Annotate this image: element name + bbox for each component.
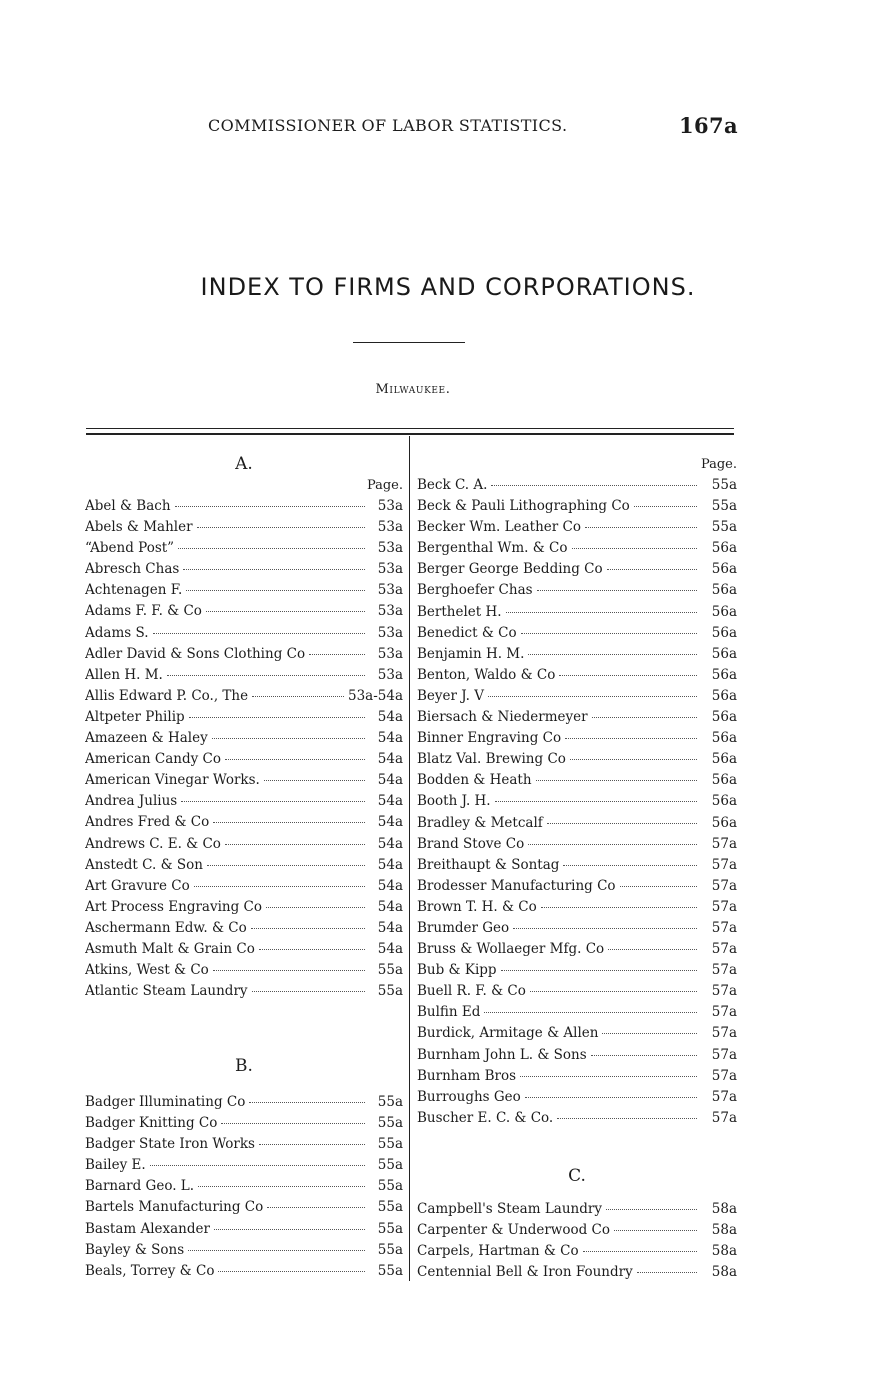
entry-page: 54a: [377, 793, 403, 810]
dot-leader: [506, 611, 697, 613]
entry-name: American Candy Co: [85, 751, 221, 768]
index-entry: [85, 1240, 403, 1261]
index-entry: [85, 939, 403, 960]
index-entry: [417, 897, 737, 918]
entry-name: Aschermann Edw. & Co: [85, 919, 247, 936]
dot-leader: [266, 906, 365, 908]
entry-name: Bayley & Sons: [85, 1241, 185, 1258]
dot-leader: [536, 779, 697, 781]
index-entry: [417, 770, 737, 791]
dot-leader: [557, 1117, 697, 1119]
entry-name: Abresch Chas: [85, 561, 180, 578]
entry-page: 54a: [377, 919, 403, 936]
entry-name: Binner Engraving Co: [417, 730, 562, 747]
entry-page: 57a: [711, 1088, 737, 1105]
entry-page: 54a: [377, 940, 403, 957]
dot-leader: [583, 1250, 697, 1252]
entry-name: Brown T. H. & Co: [417, 898, 537, 915]
entry-page: 56a: [711, 814, 737, 831]
dot-leader: [570, 758, 697, 760]
entry-name: Badger Illuminating Co: [85, 1094, 246, 1110]
index-entry: [85, 707, 403, 728]
entry-page: 54a: [377, 772, 403, 789]
entry-page: 53a-54a: [347, 687, 403, 704]
dot-leader: [194, 885, 365, 887]
entry-name: Berger George Bedding Co: [417, 561, 603, 578]
index-entry: [417, 1066, 737, 1087]
index-entry: [417, 1108, 737, 1129]
index-entry: [417, 1045, 737, 1066]
index-entry: [85, 728, 403, 749]
entry-name: Barnard Geo. L.: [85, 1178, 195, 1195]
dot-leader: [207, 864, 365, 866]
entry-name: Burroughs Geo: [417, 1088, 521, 1105]
entry-name: Allis Edward P. Co., The: [85, 687, 249, 704]
entry-name: Bodden & Heath: [417, 772, 532, 789]
dot-leader: [606, 1208, 697, 1210]
index-entry: [85, 1113, 403, 1134]
left-column-section-a: [85, 453, 403, 1002]
index-entry: [417, 686, 737, 707]
entry-name: Becker Wm. Leather Co: [417, 519, 581, 536]
index-entry: [417, 749, 737, 770]
entry-page: 58a: [711, 1201, 737, 1217]
entry-name: Campbell's Steam Laundry: [417, 1201, 602, 1217]
dot-leader: [521, 632, 697, 634]
index-entry: [417, 475, 737, 496]
entry-page: 53a: [377, 624, 403, 641]
dot-leader: [153, 632, 365, 634]
dot-leader: [608, 948, 697, 950]
entry-name: Brumder Geo: [417, 919, 510, 936]
right-column-section-b: [417, 455, 737, 1129]
entry-name: Andres Fred & Co: [85, 814, 210, 831]
index-entry: [85, 855, 403, 876]
index-entry: [417, 960, 737, 981]
dot-leader: [592, 716, 697, 718]
entry-name: Adler David & Sons Clothing Co: [85, 645, 306, 662]
left-column-section-b: [85, 1055, 403, 1282]
section-letter-b: B.: [235, 1056, 253, 1076]
entry-page: 56a: [711, 603, 737, 620]
dot-leader: [484, 1011, 697, 1013]
entry-name: Bartels Manufacturing Co: [85, 1199, 264, 1216]
entry-list-b: [85, 1092, 403, 1282]
index-entry: [417, 1262, 737, 1283]
dot-leader: [541, 906, 697, 908]
entry-list-a: [85, 496, 403, 1002]
entry-page: 54a: [377, 730, 403, 747]
dot-leader: [528, 653, 697, 655]
entry-name: Bastam Alexander: [85, 1220, 210, 1237]
dot-leader: [213, 969, 365, 971]
dot-leader: [225, 843, 365, 845]
entry-name: Burdick, Armitage & Allen: [417, 1025, 599, 1042]
entry-page: 55a: [377, 1115, 403, 1132]
page-number: 167a: [678, 113, 738, 138]
entry-name: Beck & Pauli Lithographing Co: [417, 498, 630, 515]
index-entry: [85, 644, 403, 665]
entry-name: Benjamin H. M.: [417, 645, 525, 662]
entry-page: 56a: [711, 772, 737, 789]
running-title: COMMISSIONER OF LABOR STATISTICS.: [208, 116, 568, 135]
index-entry: [85, 559, 403, 580]
dot-leader: [495, 800, 697, 802]
entry-name: Buell R. F. & Co: [417, 983, 526, 1000]
entry-page: 56a: [711, 540, 737, 557]
dot-leader: [537, 589, 697, 591]
index-entry: [85, 812, 403, 833]
index-entry: [417, 834, 737, 855]
dot-leader: [252, 990, 365, 992]
index-entry: [85, 496, 403, 517]
dot-leader: [488, 695, 697, 697]
dot-leader: [620, 885, 697, 887]
dot-leader: [267, 1206, 365, 1208]
index-entry: [417, 496, 737, 517]
entry-page: 57a: [711, 919, 737, 936]
entry-name: Carpels, Hartman & Co: [417, 1243, 579, 1260]
dot-leader: [528, 843, 697, 845]
entry-name: Allen H. M.: [85, 666, 163, 683]
entry-page: 56a: [711, 709, 737, 726]
index-entry: [417, 981, 737, 1002]
index-entry: [85, 1176, 403, 1197]
index-entry: [417, 644, 737, 665]
entry-page: 56a: [711, 582, 737, 599]
double-rule-top: [86, 428, 734, 429]
dot-leader: [150, 1164, 365, 1166]
dot-leader: [547, 822, 697, 824]
entry-name: Adams F. F. & Co: [85, 603, 202, 620]
entry-name: Andrea Julius: [85, 793, 178, 810]
entry-name: Brand Stove Co: [417, 835, 525, 852]
index-entry: [85, 770, 403, 791]
index-entry: [417, 1002, 737, 1023]
entry-page: 58a: [711, 1222, 737, 1239]
entry-page: 57a: [711, 835, 737, 852]
entry-page: 55a: [711, 519, 737, 536]
entry-name: Adams S.: [85, 624, 149, 641]
entry-name: Bergenthal Wm. & Co: [417, 540, 568, 557]
index-entry: [417, 813, 737, 834]
entry-name: Blatz Val. Brewing Co: [417, 751, 566, 768]
entry-page: 55a: [377, 1241, 403, 1258]
index-entry: [417, 791, 737, 812]
entry-page: 53a: [377, 582, 403, 599]
entry-page: 53a: [377, 519, 403, 536]
page-column-label-right: Page.: [700, 457, 737, 472]
dot-leader: [183, 568, 365, 570]
entry-page: 57a: [711, 983, 737, 1000]
entry-name: Beck C. A.: [417, 477, 488, 493]
index-entry: [85, 1155, 403, 1176]
index-entry: [85, 749, 403, 770]
dot-leader: [167, 674, 365, 676]
entry-name: Booth J. H.: [417, 793, 491, 810]
entry-page: 57a: [711, 1025, 737, 1042]
entry-page: 56a: [711, 730, 737, 747]
entry-name: Andrews C. E. & Co: [85, 835, 221, 852]
index-entry: [85, 1134, 403, 1155]
index-entry: [417, 1241, 737, 1262]
entry-name: Burnham Bros: [417, 1067, 517, 1084]
dot-leader: [607, 568, 697, 570]
index-entry: [417, 1199, 737, 1220]
entry-page: 53a: [377, 540, 403, 557]
index-entry: [417, 602, 737, 623]
entry-page: 56a: [711, 751, 737, 768]
dot-leader: [214, 1228, 365, 1230]
dot-leader: [259, 1143, 365, 1145]
entry-page: 57a: [711, 1046, 737, 1063]
dot-leader: [264, 779, 365, 781]
entry-name: Amazeen & Haley: [85, 730, 208, 747]
entry-page: 55a: [377, 1220, 403, 1237]
entry-name: Beals, Torrey & Co: [85, 1262, 215, 1279]
index-entry: [417, 855, 737, 876]
entry-page: 55a: [377, 962, 403, 979]
dot-leader: [525, 1096, 697, 1098]
entry-name: Altpeter Philip: [85, 708, 185, 725]
entry-page: 54a: [377, 751, 403, 768]
entry-name: Atkins, West & Co: [85, 962, 209, 979]
entry-name: Abels & Mahler: [85, 519, 193, 536]
entry-name: Bailey E.: [85, 1157, 146, 1174]
dot-leader: [563, 864, 697, 866]
index-entry: [85, 1092, 403, 1113]
index-entry: [417, 876, 737, 897]
dot-leader: [585, 526, 697, 528]
entry-page: 56a: [711, 793, 737, 810]
dot-leader: [513, 927, 697, 929]
index-entry: [85, 623, 403, 644]
city-heading: [0, 382, 826, 397]
dot-leader: [559, 674, 697, 676]
entry-page: 57a: [711, 898, 737, 915]
entry-page: 56a: [711, 624, 737, 641]
entry-name: Biersach & Niedermeyer: [417, 709, 588, 726]
entry-page: 57a: [711, 877, 737, 894]
entry-page: 55a: [377, 1262, 403, 1279]
dot-leader: [198, 1185, 365, 1187]
dot-leader: [225, 758, 365, 760]
index-entry: [85, 981, 403, 1002]
index-entry: [85, 1219, 403, 1240]
entry-name: Berthelet H.: [417, 603, 502, 620]
dot-leader: [637, 1271, 697, 1273]
index-entry: [85, 897, 403, 918]
index-entry: [417, 538, 737, 559]
entry-name: Art Process Engraving Co: [85, 898, 263, 915]
dot-leader: [259, 948, 365, 950]
dot-leader: [189, 716, 365, 718]
entry-page: 54a: [377, 814, 403, 831]
entry-name: Abel & Bach: [85, 498, 171, 514]
entry-page: 56a: [711, 645, 737, 662]
entry-page: 55a: [377, 1136, 403, 1153]
entry-page: 56a: [711, 561, 737, 578]
index-entry: [85, 538, 403, 559]
dot-leader: [252, 695, 344, 697]
dot-leader: [212, 737, 365, 739]
entry-page: 57a: [711, 1109, 737, 1126]
double-rule-bottom: [86, 433, 734, 435]
entry-name: Bradley & Metcalf: [417, 814, 543, 831]
dot-leader: [614, 1229, 697, 1231]
dot-leader: [565, 737, 697, 739]
entry-page: 55a: [377, 983, 403, 1000]
index-entry: [85, 601, 403, 622]
entry-page: 54a: [377, 856, 403, 873]
entry-name: Badger State Iron Works: [85, 1136, 255, 1153]
index-entry: [85, 665, 403, 686]
entry-page: 54a: [377, 708, 403, 725]
index-entry: [417, 623, 737, 644]
entry-name: Berghoefer Chas: [417, 582, 533, 599]
entry-name: American Vinegar Works.: [85, 772, 260, 789]
entry-page: 54a: [377, 835, 403, 852]
entry-page: 55a: [711, 498, 737, 515]
entry-page: 53a: [377, 561, 403, 578]
title-rule: [353, 342, 465, 343]
entry-name: Carpenter & Underwood Co: [417, 1222, 610, 1239]
entry-page: 57a: [711, 1067, 737, 1084]
entry-name: Centennial Bell & Iron Foundry: [417, 1264, 633, 1281]
entry-page: 54a: [377, 898, 403, 915]
entry-list-b-cont: [417, 475, 737, 1129]
entry-name: Anstedt C. & Son: [85, 856, 203, 873]
dot-leader: [249, 1101, 365, 1103]
entry-page: 57a: [711, 856, 737, 873]
dot-leader: [251, 927, 365, 929]
entry-name: Bub & Kipp: [417, 962, 497, 979]
entry-name: Bruss & Wollaeger Mfg. Co: [417, 941, 605, 958]
index-entry: [85, 1197, 403, 1218]
index-entry: [85, 1261, 403, 1282]
entry-page: 55a: [377, 1178, 403, 1195]
entry-page: 53a: [377, 498, 403, 514]
index-entry: [417, 707, 737, 728]
entry-name: Atlantic Steam Laundry: [85, 983, 248, 1000]
section-letter-c: C.: [568, 1166, 586, 1186]
entry-page: 58a: [711, 1264, 737, 1281]
dot-leader: [221, 1122, 365, 1124]
right-column-section-c: [417, 1165, 737, 1283]
column-divider: [409, 436, 410, 1281]
entry-name: Benedict & Co: [417, 624, 517, 641]
dot-leader: [572, 547, 698, 549]
index-entry: [417, 918, 737, 939]
entry-page: 53a: [377, 603, 403, 620]
dot-leader: [213, 821, 365, 823]
index-entry: [417, 939, 737, 960]
page-column-label: Page.: [366, 478, 403, 493]
dot-leader: [520, 1075, 697, 1077]
entry-page: 56a: [711, 666, 737, 683]
entry-page: 57a: [711, 1004, 737, 1021]
entry-page: 54a: [377, 877, 403, 894]
entry-name: Art Gravure Co: [85, 877, 190, 894]
entry-page: 55a: [377, 1094, 403, 1110]
entry-list-c: [417, 1199, 737, 1283]
entry-page: 53a: [377, 666, 403, 683]
dot-leader: [206, 610, 365, 612]
entry-name: Breithaupt & Sontag: [417, 856, 560, 873]
city-label: Milwaukee.: [375, 382, 451, 397]
entry-page: 57a: [711, 962, 737, 979]
entry-page: 55a: [377, 1157, 403, 1174]
dot-leader: [188, 1249, 365, 1251]
dot-leader: [218, 1270, 365, 1272]
dot-leader: [634, 505, 697, 507]
dot-leader: [530, 990, 697, 992]
index-entry: [85, 791, 403, 812]
entry-name: Brodesser Manufacturing Co: [417, 877, 616, 894]
dot-leader: [186, 589, 365, 591]
index-entry: [85, 686, 403, 707]
entry-name: Asmuth Malt & Grain Co: [85, 940, 255, 957]
index-entry: [417, 728, 737, 749]
entry-page: 56a: [711, 687, 737, 704]
entry-name: “Abend Post”: [85, 540, 175, 557]
dot-leader: [309, 653, 365, 655]
entry-page: 58a: [711, 1243, 737, 1260]
index-entry: [85, 517, 403, 538]
entry-page: 55a: [711, 477, 737, 493]
index-entry: [85, 834, 403, 855]
entry-page: 57a: [711, 941, 737, 958]
index-entry: [85, 918, 403, 939]
index-entry: [85, 876, 403, 897]
index-entry: [85, 580, 403, 601]
index-entry: [417, 580, 737, 601]
index-entry: [417, 1220, 737, 1241]
dot-leader: [501, 969, 697, 971]
page-title: INDEX TO FIRMS AND CORPORATIONS.: [200, 273, 696, 301]
entry-name: Benton, Waldo & Co: [417, 666, 556, 683]
entry-name: Beyer J. V: [417, 687, 484, 704]
index-entry: [417, 517, 737, 538]
entry-page: 53a: [377, 645, 403, 662]
dot-leader: [591, 1054, 697, 1056]
index-entry: [417, 665, 737, 686]
entry-page: 55a: [377, 1199, 403, 1216]
entry-name: Badger Knitting Co: [85, 1115, 218, 1132]
dot-leader: [197, 526, 365, 528]
dot-leader: [175, 505, 365, 507]
index-entry: [85, 960, 403, 981]
index-entry: [417, 1023, 737, 1044]
dot-leader: [181, 800, 365, 802]
entry-name: Achtenagen F.: [85, 582, 183, 599]
index-entry: [417, 559, 737, 580]
entry-name: Bulfin Ed: [417, 1004, 481, 1021]
dot-leader: [602, 1032, 697, 1034]
section-letter-a: A.: [235, 454, 253, 474]
index-entry: [417, 1087, 737, 1108]
entry-name: Buscher E. C. & Co.: [417, 1109, 554, 1126]
dot-leader: [491, 484, 697, 486]
entry-name: Burnham John L. & Sons: [417, 1046, 587, 1063]
dot-leader: [178, 547, 365, 549]
